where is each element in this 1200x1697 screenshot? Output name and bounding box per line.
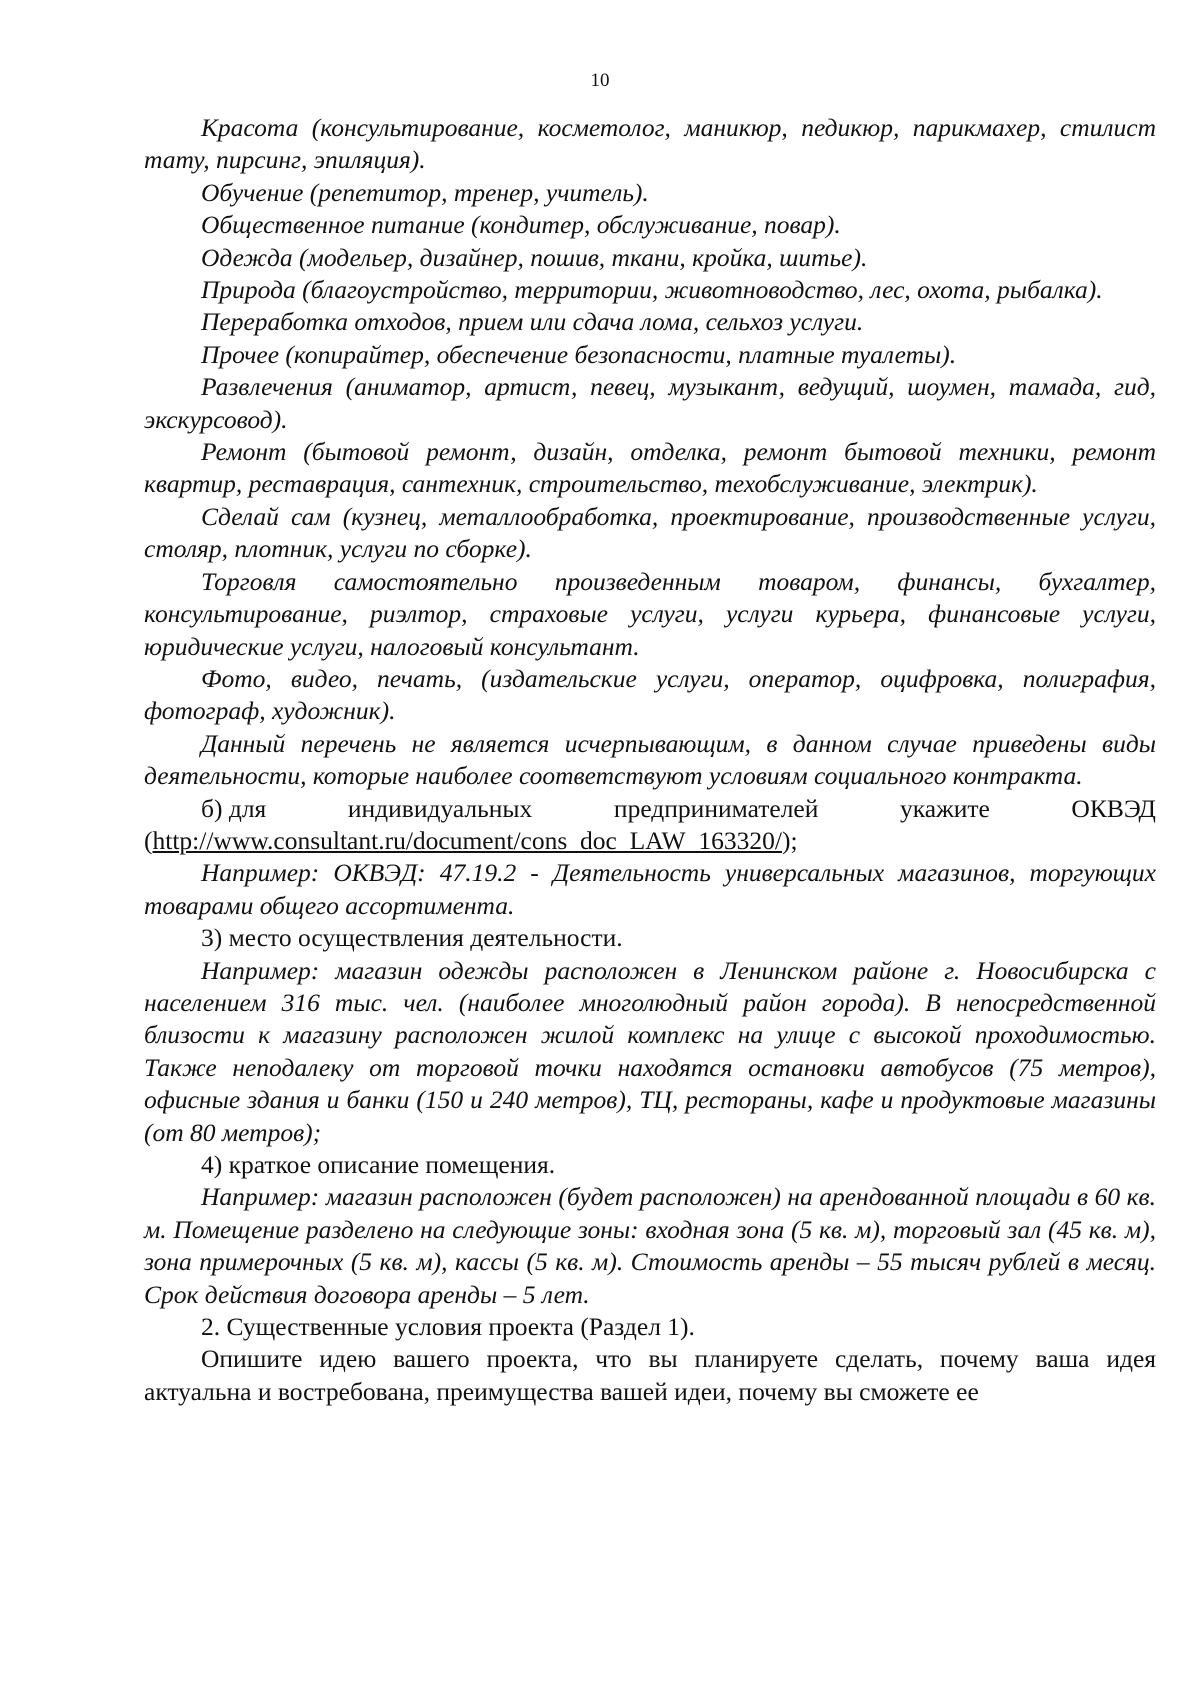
paragraph-photo: Фото, видео, печать, (издательские услуги, оператор, оцифровка, полиграфия, фотограф, художник). xyxy=(144,663,1156,726)
paragraph-other: Прочее (копирайтер, обеспечение безопасности, платные туалеты). xyxy=(201,339,957,369)
okved-word: предпринимателей xyxy=(613,793,819,823)
okved-word: индивидуальных xyxy=(347,793,533,823)
paragraph-beauty: Красота (консультирование, косметолог, маникюр, педикюр, парикмахер, стилист тату, пирсинг, эпиляция). xyxy=(144,113,1156,175)
link-close-paren: ); xyxy=(781,825,798,855)
paragraph-diy: Сделай сам (кузнец, металлообработка, проектирование, производственные услуги, столяр, плотник, услуги по сборке). xyxy=(144,501,1156,564)
paragraph-nature: Природа (благоустройство, территории, животноводство, лес, охота, рыбалка). xyxy=(201,275,1103,305)
okved-word: ОКВЭД xyxy=(1071,793,1156,823)
page-number: 10 xyxy=(590,70,610,91)
paragraph-entertainment: Развлечения (аниматор, артист, певец, музыкант, ведущий, шоумен, тамада, гид, экскурсовод). xyxy=(144,372,1156,434)
paragraph-project-description: Опишите идею вашего проекта, что вы планируете сделать, почему ваша идея актуальна и востребована, преимущества вашей идеи, почему вы сможете ее xyxy=(144,1344,1156,1406)
paragraph-recycling: Переработка отходов, прием или сдача лома, сельхоз услуги. xyxy=(201,307,864,337)
paragraph-trade: Торговля самостоятельно произведенным товаром, финансы, бухгалтер, консультирование, риэлтор, страховые услуги, услуги курьера, финансовые услуги, юридические услуги, налоговый консультант. xyxy=(144,566,1156,661)
paragraph-location-example: Например: магазин одежды расположен в Ленинском районе г. Новосибирска с населением 316 тыс. чел. (наиболее многолюдный район города). В непосредственной близости к магазину расположен жилой комплекс на улице с высокой проходимостью. Также неподалеку от торговой точки находятся остановки автобусов (75 метров), офисные здания и банки (150 и 240 метров), ТЦ, рестораны, кафе и продуктовые магазины (от 80 метров); xyxy=(144,955,1156,1147)
okved-link-line xyxy=(144,825,1156,857)
paragraph-education: Обучение (репетитор, тренер, учитель). xyxy=(201,177,649,207)
paragraph-catering: Общественное питание (кондитер, обслуживание, повар). xyxy=(201,210,841,240)
paragraph-okved-example: Например: ОКВЭД: 47.19.2 - Деятельность универсальных магазинов, торгующих товарами общего ассортимента. xyxy=(144,858,1156,920)
paragraph-premises-heading: 4) краткое описание помещения. xyxy=(201,1150,556,1179)
paragraph-section-heading: 2. Существенные условия проекта (Раздел 1). xyxy=(201,1312,695,1342)
paragraph-location-heading: 3) место осуществления деятельности. xyxy=(201,923,623,953)
link-open-paren: ( xyxy=(144,825,153,855)
consultant-link[interactable]: http://www.consultant.ru/document/cons_doc_LAW_163320/ xyxy=(152,825,782,855)
okved-word: укажите xyxy=(900,793,990,823)
paragraph-clothing: Одежда (модельер, дизайнер, пошив, ткани, кройка, шитье). xyxy=(201,242,868,272)
okved-word: б) для xyxy=(201,793,267,823)
paragraph-premises-example: Например: магазин расположен (будет расположен) на арендованной площади в 60 кв. м. Помещение разделено на следующие зоны: входная зона (5 кв. м), торговый зал (45 кв. м), зона примерочных (5 кв. м), кассы (5 кв. м). Стоимость аренды – 55 тысяч рублей в месяц. Срок действия договора аренды – 5 лет. xyxy=(144,1182,1156,1309)
paragraph-disclaimer: Данный перечень не является исчерпывающим, в данном случае приведены виды деятельности, которые наиболее соответствуют условиям социального контракта. xyxy=(144,728,1156,791)
okved-instruction xyxy=(144,793,1156,825)
paragraph-repair: Ремонт (бытовой ремонт, дизайн, отделка, ремонт бытовой техники, ремонт квартир, реставрация, сантехник, строительство, техобслуживание, электрик). xyxy=(144,437,1156,499)
document-body xyxy=(144,112,1156,1408)
